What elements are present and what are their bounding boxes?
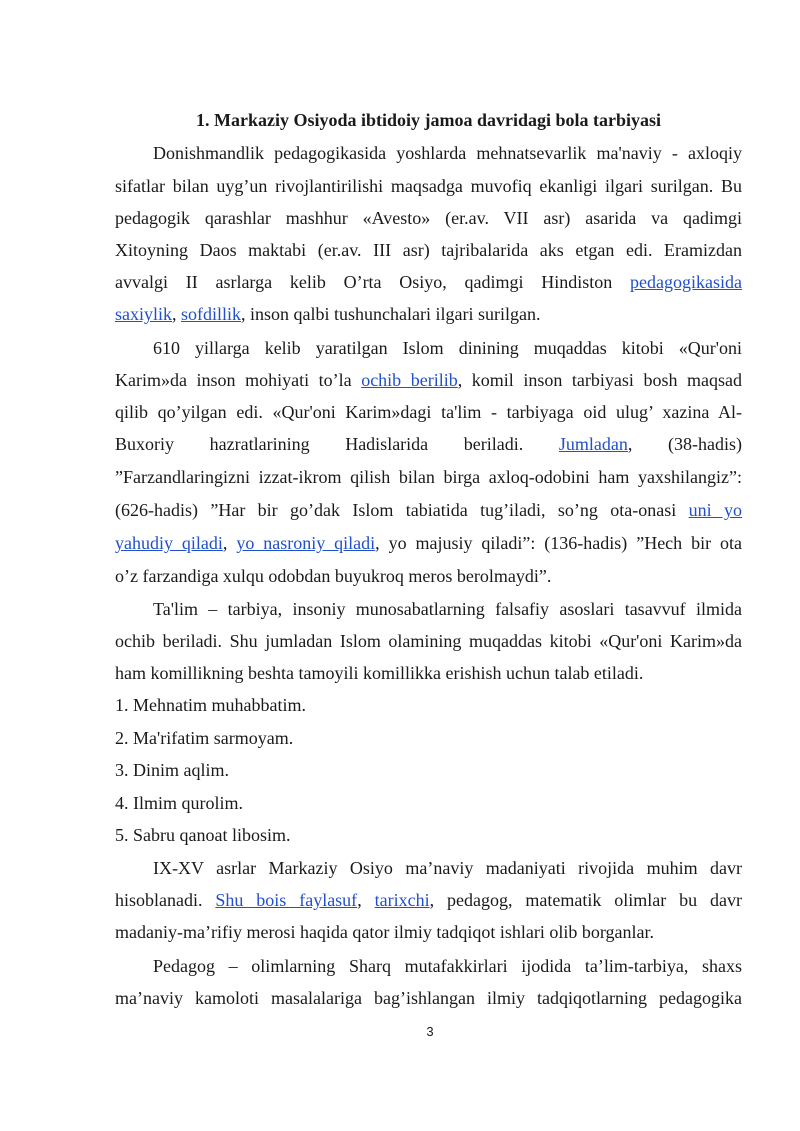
list-item: 2. Ma'rifatim sarmoyam. (115, 728, 294, 748)
paragraph-line (115, 884, 742, 916)
link-shu-bois-faylasuf[interactable]: Shu bois faylasuf (215, 890, 358, 910)
link-uni-yo[interactable]: uni yo (688, 500, 742, 520)
link-yahudiy-qiladi[interactable]: yahudiy qiladi (115, 533, 223, 553)
paragraph-line: ham komillikning beshta tamoyili komillikka erishish uchun talab etiladi. (115, 663, 644, 683)
paragraph-line: Xitoyning Daos maktabi (er.av. III asr) tajribalarida aks etgan edi. Eramizdan (115, 240, 742, 260)
paragraph-line: IX-XV asrlar Markaziy Osiyo ma’naviy madaniyati rivojida muhim davr (153, 858, 742, 878)
link-jumladan[interactable]: Jumladan (558, 434, 628, 454)
list-item: 3. Dinim aqlim. (115, 760, 229, 780)
text-span: hisoblanadi. (115, 890, 216, 910)
paragraph-line: Donishmandlik pedagogikasida yoshlarda mehnatsevarlik ma'naviy - axloqiy (153, 143, 742, 163)
link-ochib-berilib[interactable]: ochib berilib (361, 370, 458, 390)
paragraph-line: sifatlar bilan uyg’un rivojlantirilishi maqsadga muvofiq ekanligi ilgari surilgan. Bu (115, 176, 742, 196)
link-sofdillik[interactable]: sofdillik (181, 304, 242, 324)
text-span: , pedagog, matematik olimlar bu davr (429, 890, 742, 910)
paragraph-line (115, 298, 742, 330)
paragraph-line: pedagogik qarashlar mashhur «Avesto» (er.av. VII asr) asarida va qadimgi (115, 208, 742, 228)
paragraph-line: Ta'lim – tarbiya, insoniy munosabatlarning falsafiy asoslari tasavvuf ilmida (153, 599, 742, 619)
text-span: , (357, 890, 375, 910)
link-saxiylik[interactable]: saxiylik (115, 304, 172, 324)
text-span: Buxoriy hazratlarining Hadislarida beriladi. (115, 434, 559, 454)
section-heading: 1. Markaziy Osiyoda ibtidoiy jamoa davridagi bola tarbiyasi (195, 110, 662, 130)
paragraph-line (115, 266, 742, 298)
link-tarixchi[interactable]: tarixchi (374, 890, 430, 910)
text-span: , komil inson tarbiyasi bosh maqsad (457, 370, 742, 390)
link-yo-nasroniy-qiladi[interactable]: yo nasroniy qiladi (236, 533, 376, 553)
text-span: , (172, 304, 181, 324)
text-span: Karim»da inson mohiyati to’la (115, 370, 362, 390)
text-span: , inson qalbi tushunchalari ilgari surilgan. (241, 304, 541, 324)
paragraph-line: o’z farzandiga xulqu odobdan buyukroq meros berolmaydi”. (115, 566, 552, 586)
paragraph-line: ”Farzandlaringizni izzat-ikrom qilish bilan birga axloq-odobini ham yaxshilangiz”: (115, 467, 742, 487)
link-pedagogikasida[interactable]: pedagogikasida (630, 272, 742, 292)
paragraph-line (115, 364, 742, 396)
text-span: , (38-hadis) (627, 434, 742, 454)
list-item: 5. Sabru qanoat libosim. (115, 825, 291, 845)
page-number: 3 (426, 1024, 434, 1039)
text-span: (626-hadis) ”Har bir go’dak Islom tabiatida tug’iladi, so’ng ota-onasi (115, 500, 689, 520)
paragraph-line: qilib qo’yilgan edi. «Qur'oni Karim»dagi ta'lim - tarbiyaga oid ulug’ xazina Al- (115, 402, 742, 422)
paragraph-line (115, 527, 742, 559)
paragraph-line: ochib beriladi. Shu jumladan Islom olamining muqaddas kitobi «Qur'oni Karim»da (115, 631, 742, 651)
text-span: , (222, 533, 237, 553)
paragraph-line: Pedagog – olimlarning Sharq mutafakkirlari ijodida ta’lim-tarbiya, shaxs (153, 956, 742, 976)
paragraph-line: ma’naviy kamoloti masalalariga bag’ishlangan ilmiy tadqiqotlarning pedagogika (115, 988, 742, 1008)
paragraph-line: 610 yillarga kelib yaratilgan Islom dinining muqaddas kitobi «Qur'oni (153, 338, 742, 358)
text-span: avvalgi II asrlarga kelib O’rta Osiyo, qadimgi Hindiston (115, 272, 631, 292)
paragraph-line (115, 494, 742, 526)
list-item: 4. Ilmim qurolim. (115, 793, 243, 813)
text-span: , yo majusiy qiladi”: (136-hadis) ”Hech bir ota (375, 533, 742, 553)
list-item: 1. Mehnatim muhabbatim. (115, 695, 306, 715)
paragraph-line: madaniy-ma’rifiy merosi haqida qator ilmiy tadqiqot ishlari olib borganlar. (115, 922, 655, 942)
paragraph-line (115, 428, 742, 460)
